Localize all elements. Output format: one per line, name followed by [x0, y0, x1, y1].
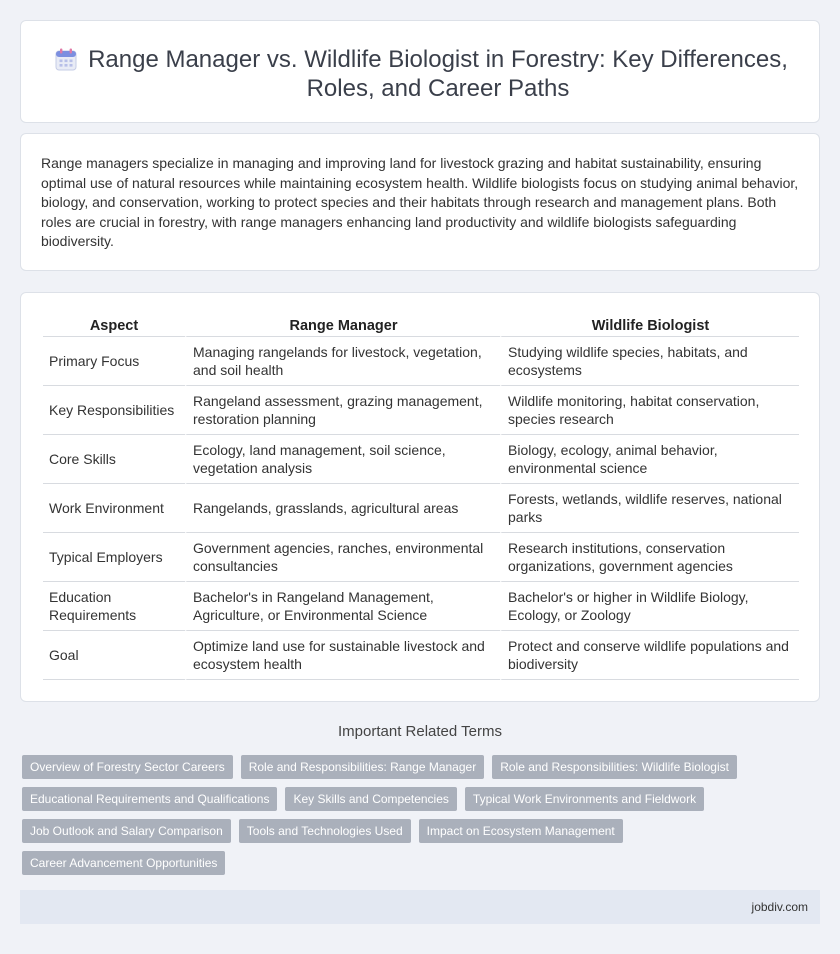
related-tag[interactable]: Typical Work Environments and Fieldwork [465, 787, 704, 811]
related-tag[interactable]: Job Outlook and Salary Comparison [22, 819, 231, 843]
related-tag[interactable]: Key Skills and Competencies [285, 787, 456, 811]
table-row [43, 631, 799, 680]
table-row [43, 582, 799, 631]
row-wildlife-biologist: Research institutions, conservation organizations, government agencies [500, 533, 799, 582]
related-tag[interactable]: Role and Responsibilities: Range Manager [241, 755, 484, 779]
intro-paragraph: Range managers specialize in managing and improving land for livestock grazing and habitat sustainability, ensuring optimal use of natural resources while maintaining ecosystem health. Wildlife biologists focus on studying animal behavior, biology, and conservation, working to protect species and their habitats through research and management plans. Both roles are crucial in forestry, with range managers enhancing land productivity and wildlife biologists safeguarding biodiversity. [41, 155, 799, 249]
table-row [43, 435, 799, 484]
row-range-manager: Bachelor's in Rangeland Management, Agriculture, or Environmental Science [185, 582, 500, 631]
row-range-manager: Government agencies, ranches, environmental consultancies [185, 533, 500, 582]
header-aspect: Aspect [43, 317, 185, 337]
row-aspect: Goal [43, 631, 185, 680]
related-tag[interactable]: Overview of Forestry Sector Careers [22, 755, 233, 779]
row-wildlife-biologist: Protect and conserve wildlife populations and biodiversity [500, 631, 799, 680]
row-aspect: Core Skills [43, 435, 185, 484]
related-terms-tags [22, 755, 812, 875]
header-wildlife-biologist: Wildlife Biologist [500, 317, 799, 337]
table-row [43, 337, 799, 386]
related-tag[interactable]: Role and Responsibilities: Wildlife Biologist [492, 755, 737, 779]
row-range-manager: Optimize land use for sustainable livestock and ecosystem health [185, 631, 500, 680]
row-range-manager: Rangeland assessment, grazing management, restoration planning [185, 386, 500, 435]
row-range-manager: Rangelands, grasslands, agricultural areas [185, 484, 500, 533]
intro-card [20, 133, 820, 271]
header-range-manager: Range Manager [185, 317, 500, 337]
related-terms-title: Important Related Terms [338, 723, 502, 740]
row-aspect: Work Environment [43, 484, 185, 533]
row-wildlife-biologist: Studying wildlife species, habitats, and ecosystems [500, 337, 799, 386]
row-wildlife-biologist: Wildlife monitoring, habitat conservation, species research [500, 386, 799, 435]
row-wildlife-biologist: Forests, wetlands, wildlife reserves, national parks [500, 484, 799, 533]
table-row [43, 533, 799, 582]
row-wildlife-biologist: Bachelor's or higher in Wildlife Biology, Ecology, or Zoology [500, 582, 799, 631]
row-aspect: Education Requirements [43, 582, 185, 631]
related-tag[interactable]: Career Advancement Opportunities [22, 851, 225, 875]
page-title: Range Manager vs. Wildlife Biologist in Forestry: Key Differences, Roles, and Career Paths [88, 46, 788, 102]
table-row [43, 484, 799, 533]
footer [20, 890, 820, 924]
table-row [43, 386, 799, 435]
title-row [21, 45, 819, 103]
table-header-row [43, 317, 799, 337]
related-tag[interactable]: Educational Requirements and Qualifications [22, 787, 277, 811]
row-wildlife-biologist: Biology, ecology, animal behavior, environmental science [500, 435, 799, 484]
row-aspect: Typical Employers [43, 533, 185, 582]
comparison-table [43, 317, 799, 680]
related-tag[interactable]: Tools and Technologies Used [239, 819, 411, 843]
footer-site-link[interactable]: jobdiv.com [751, 900, 808, 914]
related-tag[interactable]: Impact on Ecosystem Management [419, 819, 623, 843]
comparison-table-card [20, 292, 820, 702]
row-aspect: Primary Focus [43, 337, 185, 386]
row-aspect: Key Responsibilities [43, 386, 185, 435]
row-range-manager: Managing rangelands for livestock, vegetation, and soil health [185, 337, 500, 386]
row-range-manager: Ecology, land management, soil science, vegetation analysis [185, 435, 500, 484]
calendar-icon [53, 47, 79, 73]
header-card [20, 20, 820, 123]
